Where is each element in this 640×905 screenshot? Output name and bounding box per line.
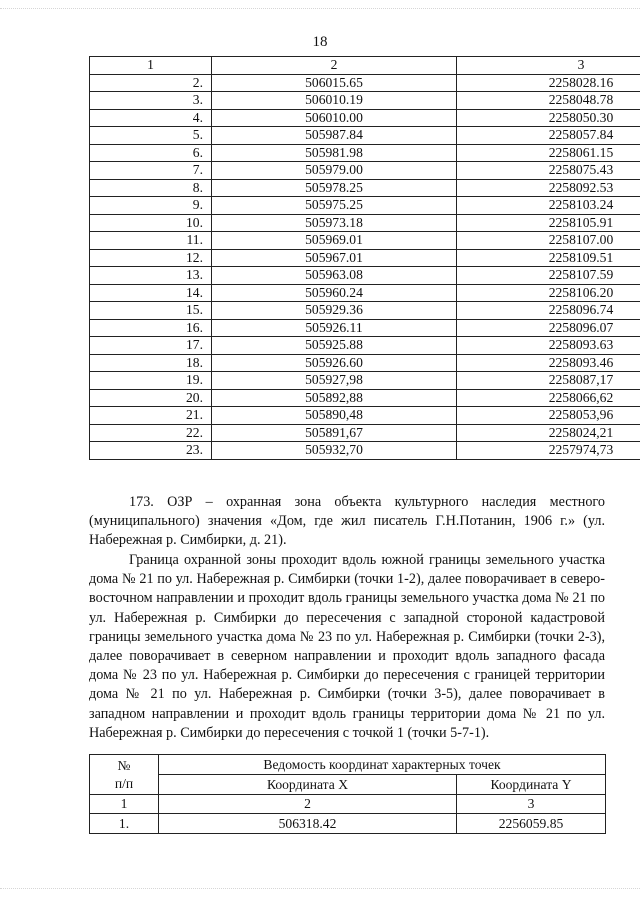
- table-row: [90, 232, 640, 250]
- point-number-cell: 15.: [90, 302, 212, 320]
- header-cell: 1: [90, 57, 212, 75]
- table-row: [90, 814, 606, 834]
- table-row: [90, 319, 640, 337]
- point-number-cell: 23.: [90, 442, 212, 460]
- point-number-cell: 12.: [90, 249, 212, 267]
- col-y-header: Координата Y: [457, 775, 606, 795]
- header-cell: 3: [457, 57, 640, 75]
- point-number-cell: 17.: [90, 337, 212, 355]
- scan-bottom-edge: [0, 888, 640, 893]
- table-title-cell: Ведомость координат характерных точек: [159, 755, 606, 775]
- point-number-cell: 4.: [90, 109, 212, 127]
- num-header-line2: п/п: [114, 775, 134, 791]
- coord-x-cell: 505927,98: [212, 372, 457, 390]
- index-cell: 3: [457, 795, 606, 814]
- coord-y-cell: 2258092.53: [457, 179, 640, 197]
- table-row: [90, 372, 640, 390]
- table-row: [90, 267, 640, 285]
- scan-top-edge: [0, 8, 640, 13]
- coord-x-cell: 505969.01: [212, 232, 457, 250]
- table-row: [90, 284, 640, 302]
- index-cell: 1: [90, 795, 159, 814]
- point-number-cell: 21.: [90, 407, 212, 425]
- coord-y-cell: 2258107.59: [457, 267, 640, 285]
- coord-y-cell: 2258066,62: [457, 389, 640, 407]
- coord-y-cell: 2258096.07: [457, 319, 640, 337]
- coord-y-cell: 2258093.46: [457, 354, 640, 372]
- table-row: [90, 92, 640, 110]
- coord-y-cell: 2258107.00: [457, 232, 640, 250]
- table-row: [90, 162, 640, 180]
- coord-y-cell: 2258048.78: [457, 92, 640, 110]
- coord-y-cell: 2258024,21: [457, 424, 640, 442]
- point-number-cell: 13.: [90, 267, 212, 285]
- coord-y-cell: 2258075.43: [457, 162, 640, 180]
- table-row: [90, 214, 640, 232]
- paragraph: Граница охранной зоны проходит вдоль южной границы земельного участка дома № 21 по ул. Набережная р. Симбирки (точки 1-2), далее поворачивает в северо-восточном направлении и проходит вдоль границы земельного участка дома № 21 по ул. Набережная р. Симбирки до пересечения с западной стороной кадастровой границы земельного участка дома № 23 по ул. Набережная р. Симбирки (точки 2-3), далее поворачивает в северном направлении и проходит вдоль западного фасада дома № 23 по ул. Набережная р. Симбирки до пересечения с границей территории дома № 21 по ул. Набережная р. Симбирки (точки 3-5), далее поворачивает в западном направлении и проходит вдоль границы территории дома № 21 по ул. Набережная р. Симбирки до пересечения с точкой 1 (точки 5-7-1).: [89, 552, 605, 741]
- section-173-heading: [89, 493, 605, 551]
- coord-x-cell: 505926.60: [212, 354, 457, 372]
- coord-x-cell: 505929.36: [212, 302, 457, 320]
- coord-x-cell: 505967.01: [212, 249, 457, 267]
- page-number: 18: [312, 34, 328, 50]
- coord-x-cell: 505973.18: [212, 214, 457, 232]
- table-row: [90, 424, 640, 442]
- index-cell: 2: [159, 795, 457, 814]
- boundary-description: [89, 551, 605, 743]
- table-row: [90, 442, 640, 460]
- coord-x-cell: 505890,48: [212, 407, 457, 425]
- point-number-cell: 22.: [90, 424, 212, 442]
- coord-x-cell: 505891,67: [212, 424, 457, 442]
- table-row: [90, 197, 640, 215]
- coord-x-cell: 505932,70: [212, 442, 457, 460]
- table-row: [90, 407, 640, 425]
- point-number-cell: 11.: [90, 232, 212, 250]
- coord-x-cell: 506015.65: [212, 74, 457, 92]
- coord-x-cell: 505979.00: [212, 162, 457, 180]
- table-row: [90, 389, 640, 407]
- point-number-cell: 3.: [90, 92, 212, 110]
- coord-y-cell: 2258109.51: [457, 249, 640, 267]
- point-number-cell: 20.: [90, 389, 212, 407]
- coord-x-cell: 505975.25: [212, 197, 457, 215]
- coord-x-cell: 506318.42: [159, 814, 457, 834]
- coord-x-cell: 506010.19: [212, 92, 457, 110]
- point-number-cell: 18.: [90, 354, 212, 372]
- coord-y-cell: 2258093.63: [457, 337, 640, 355]
- coord-y-cell: 2256059.85: [457, 814, 606, 834]
- point-number-cell: 2.: [90, 74, 212, 92]
- table-row: [90, 127, 640, 145]
- table-row: [90, 74, 640, 92]
- coord-y-cell: 2258028.16: [457, 74, 640, 92]
- coord-x-cell: 505892,88: [212, 389, 457, 407]
- point-number-cell: 10.: [90, 214, 212, 232]
- table-row: [90, 354, 640, 372]
- point-number-cell: 8.: [90, 179, 212, 197]
- coordinates-table: [89, 56, 640, 460]
- coordinates-statement-table: [89, 754, 606, 834]
- table-row: [90, 109, 640, 127]
- point-number-cell: 1.: [90, 814, 159, 834]
- table-row: [90, 302, 640, 320]
- table-row: [90, 179, 640, 197]
- num-header-line1: №: [117, 757, 131, 773]
- paragraph: 173. ОЗР – охранная зона объекта культурного наследия местного (муниципального) значения «Дом, где жил писатель Г.Н.Потанин, 1906 г.» (ул. Набережная р. Симбирки, д. 21).: [89, 494, 605, 549]
- header-cell: 2: [212, 57, 457, 75]
- table-row: [90, 337, 640, 355]
- table-index-row: [90, 795, 606, 814]
- coord-y-cell: 2258103.24: [457, 197, 640, 215]
- point-number-cell: 5.: [90, 127, 212, 145]
- point-number-cell: 19.: [90, 372, 212, 390]
- coord-y-cell: 2258061.15: [457, 144, 640, 162]
- coord-x-cell: 505987.84: [212, 127, 457, 145]
- coord-y-cell: 2258057.84: [457, 127, 640, 145]
- coord-y-cell: 2258050.30: [457, 109, 640, 127]
- coord-x-cell: 505963.08: [212, 267, 457, 285]
- coord-y-cell: 2258106.20: [457, 284, 640, 302]
- coord-x-cell: 505978.25: [212, 179, 457, 197]
- point-number-cell: 16.: [90, 319, 212, 337]
- table-header-row: [90, 775, 606, 795]
- col-x-header: Координата X: [159, 775, 457, 795]
- coord-y-cell: 2258087,17: [457, 372, 640, 390]
- coord-x-cell: 505960.24: [212, 284, 457, 302]
- coord-y-cell: 2258105.91: [457, 214, 640, 232]
- point-number-cell: 6.: [90, 144, 212, 162]
- point-number-cell: 7.: [90, 162, 212, 180]
- coord-y-cell: 2258096.74: [457, 302, 640, 320]
- table-row: [90, 144, 640, 162]
- table-header-row: [90, 755, 606, 775]
- coord-y-cell: 2257974,73: [457, 442, 640, 460]
- point-number-cell: 9.: [90, 197, 212, 215]
- coord-x-cell: 506010.00: [212, 109, 457, 127]
- table-row: [90, 249, 640, 267]
- coord-x-cell: 505925.88: [212, 337, 457, 355]
- point-number-cell: 14.: [90, 284, 212, 302]
- num-header-cell: [90, 755, 159, 795]
- coord-y-cell: 2258053,96: [457, 407, 640, 425]
- coord-x-cell: 505981.98: [212, 144, 457, 162]
- coord-x-cell: 505926.11: [212, 319, 457, 337]
- table-header-row: [90, 57, 640, 75]
